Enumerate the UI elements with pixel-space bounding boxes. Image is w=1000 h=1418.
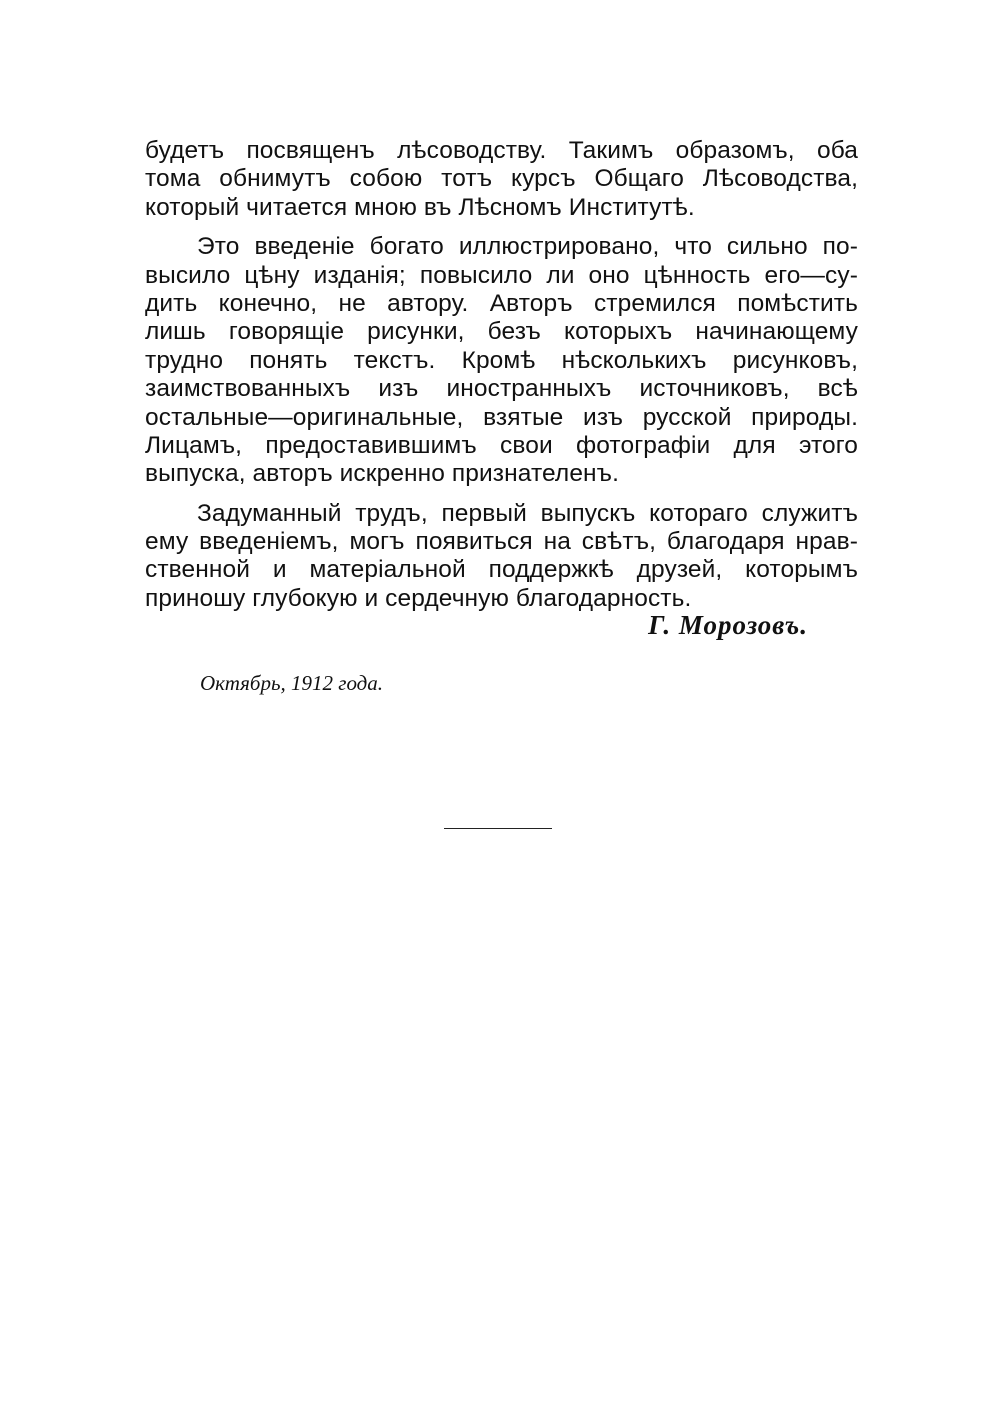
text-line: который читается мною въ Лѣсномъ Институтѣ. xyxy=(145,193,695,221)
text-line: остальные—оригинальные, взятые изъ русской природы. xyxy=(145,403,858,431)
text-line: заимствованныхъ изъ иностранныхъ источниковъ, всѣ xyxy=(145,375,858,403)
author-signature: Г. Морозовъ. xyxy=(648,610,808,640)
text-line: дить конечно, не автору. Авторъ стремился помѣстить xyxy=(145,289,858,317)
divider-rule xyxy=(444,828,552,829)
text-line: ему введенiемъ, могъ появиться на свѣтъ, благодаря нрав- xyxy=(145,528,858,556)
text-line: Лицамъ, предоставившимъ свои фотографiи для этого xyxy=(145,431,858,459)
paragraph-1 xyxy=(145,137,858,222)
text-line: Задуманный трудъ, первый выпускъ котораго служитъ xyxy=(197,499,858,527)
text-line: выпуска, авторъ искренно признателенъ. xyxy=(145,460,619,488)
text-line: Это введенiе богато иллюстрировано, что сильно по- xyxy=(197,233,858,261)
text-line: будетъ посвященъ лѣсоводству. Такимъ образомъ, оба xyxy=(145,137,858,164)
paragraph-3 xyxy=(145,500,858,614)
text-line: высило цѣну изданiя; повысило ли оно цѣнность его—су- xyxy=(145,261,858,289)
paragraph-2 xyxy=(145,233,858,489)
text-line: тома обнимутъ собою тотъ курсъ Общаго Лѣсоводства, xyxy=(145,165,858,193)
text-line: трудно понять текстъ. Кромѣ нѣсколькихъ рисунковъ, xyxy=(145,346,858,374)
text-line: приношу глубокую и сердечную благодарность. xyxy=(145,584,692,612)
text-line: лишь говорящiе рисунки, безъ которыхъ начинающему xyxy=(145,318,858,346)
text-line: ственной и матерiальной поддержкѣ друзей, которымъ xyxy=(145,556,858,584)
body-text xyxy=(145,137,858,624)
date-line: Октябрь, 1912 года. xyxy=(200,671,384,695)
